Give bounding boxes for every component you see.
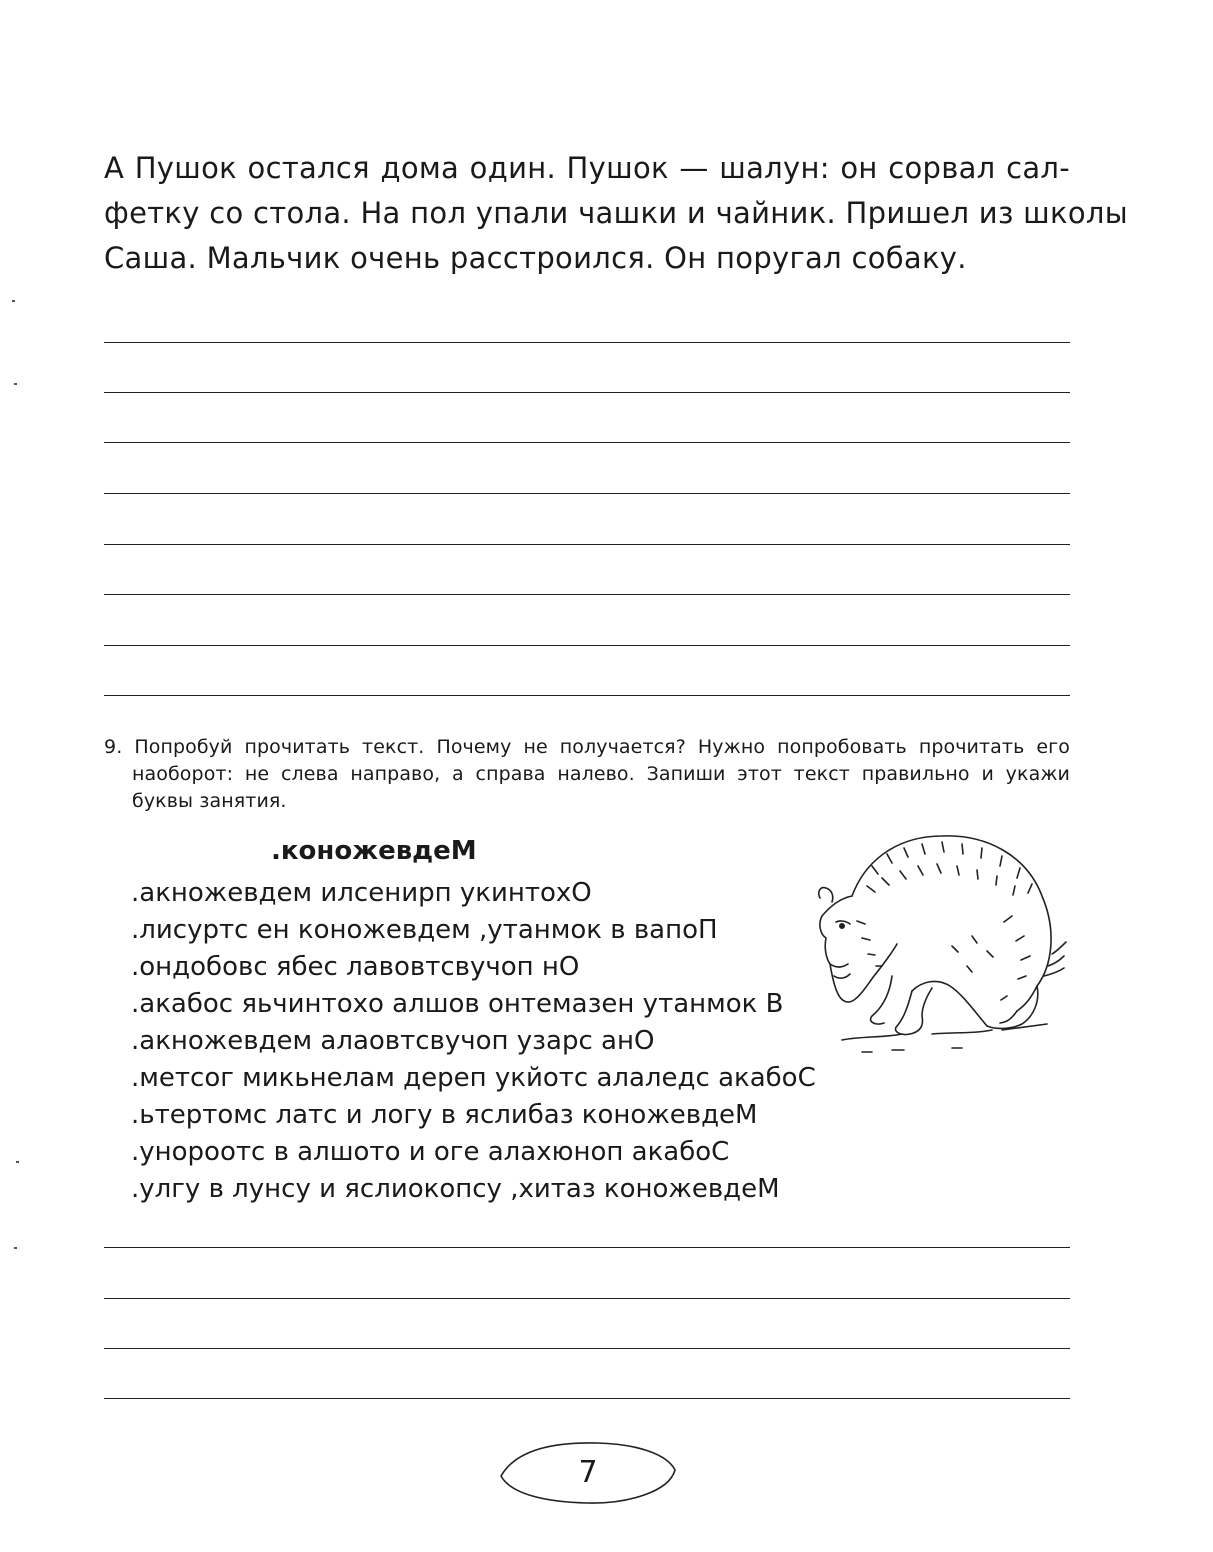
writing-line[interactable] xyxy=(104,594,1070,595)
page-number-badge xyxy=(497,1440,679,1506)
reversed-line: .улгу в лунсу и яслиокопсу ,хитаз коножевдеМ xyxy=(131,1174,780,1204)
story-line-2: фетку со стола. На пол упали чашки и чайник. Пришел из школы xyxy=(104,196,1128,230)
reversed-line: .акножевдем алаовтсвучоп узарс анО xyxy=(131,1026,655,1056)
writing-line[interactable] xyxy=(104,342,1070,343)
page-number: 7 xyxy=(578,1455,598,1490)
reversed-line: .унороотс в алшото и оге алахюноп акабоС xyxy=(131,1137,730,1167)
margin-mark xyxy=(14,1247,17,1249)
task-line-2: наоборот: не слева направо, а справа налево. Запиши этот текст правильно и укажи xyxy=(132,763,1070,785)
writing-line[interactable] xyxy=(104,1247,1070,1248)
reversed-line: .ьтертомс латс и логу в яслибаз коножевдеМ xyxy=(131,1100,758,1130)
story-line-3: Саша. Мальчик очень расстроился. Он поругал собаку. xyxy=(104,241,967,275)
writing-line[interactable] xyxy=(104,442,1070,443)
margin-mark xyxy=(16,1161,19,1163)
writing-line[interactable] xyxy=(104,695,1070,696)
task-line-3: буквы занятия. xyxy=(132,790,287,812)
reversed-line: .акабос яьчинтохо алшов онтемазен утанмок В xyxy=(131,989,784,1019)
writing-line[interactable] xyxy=(104,1398,1070,1399)
reversed-line: .метсог микьнелам дереп укйотс алаледс акабоС xyxy=(131,1063,816,1093)
writing-line[interactable] xyxy=(104,1298,1070,1299)
margin-mark xyxy=(14,383,17,385)
task-line-1: 9. Попробуй прочитать текст. Почему не получается? Нужно попробовать прочитать его xyxy=(104,736,1070,758)
writing-line[interactable] xyxy=(104,1348,1070,1349)
writing-line[interactable] xyxy=(104,645,1070,646)
story-paragraph xyxy=(104,146,1128,281)
story-line-1: А Пушок остался дома один. Пушок — шалун: он сорвал сал- xyxy=(104,151,1070,185)
writing-line[interactable] xyxy=(104,493,1070,494)
reversed-line: .ондобовс ябес лавовтсвучоп нО xyxy=(131,952,580,982)
reversed-title: .коножевдеМ xyxy=(271,836,477,866)
writing-line[interactable] xyxy=(104,544,1070,545)
task-9-instructions xyxy=(104,734,1070,815)
writing-line[interactable] xyxy=(104,392,1070,393)
reversed-line: .лисуртс ен коножевдем ,утанмок в вапоП xyxy=(131,915,718,945)
reversed-line: .акножевдем илсенирп укинтохО xyxy=(131,878,592,908)
margin-mark xyxy=(12,300,15,302)
bear-illustration xyxy=(812,826,1074,1066)
reversed-text-block xyxy=(131,875,816,1208)
